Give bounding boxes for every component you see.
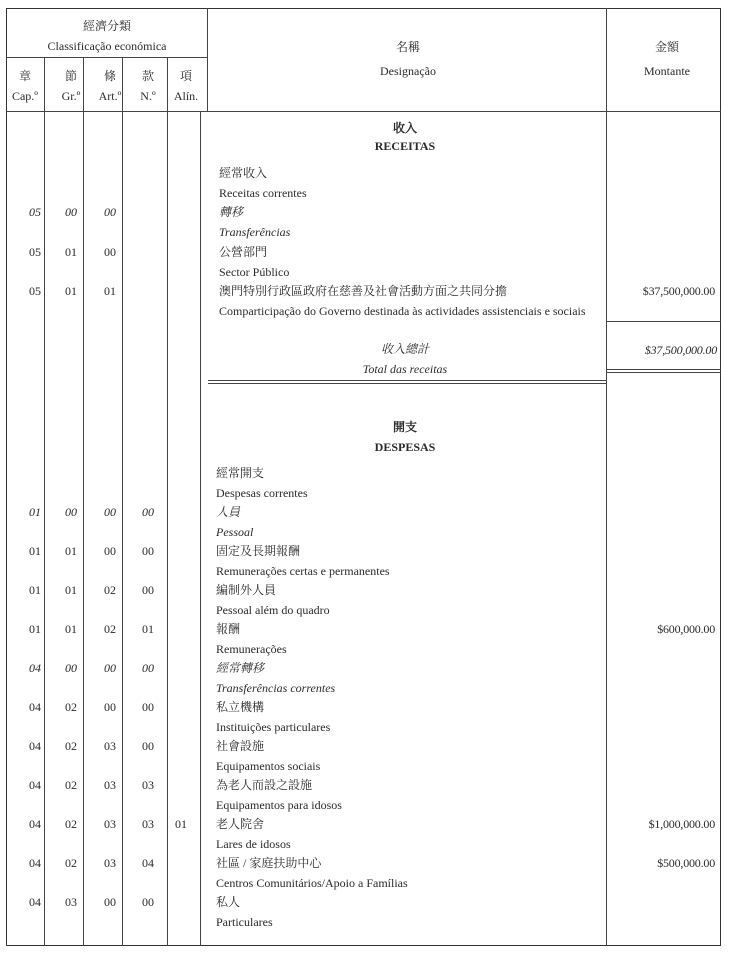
row-label: 轉移 [219, 205, 244, 220]
col-header-cap-pt: Cap.º [11, 89, 39, 103]
code-n: 04 [142, 856, 154, 870]
code-cap: 04 [29, 739, 41, 753]
code-n: 00 [142, 583, 154, 597]
code-art: 01 [104, 284, 116, 299]
code-gr: 02 [65, 700, 77, 714]
col-header-art-pt: Art.º [98, 89, 122, 103]
header-divider [6, 111, 721, 112]
code-gr: 01 [65, 622, 77, 636]
code-n: 03 [142, 817, 154, 831]
code-cap: 05 [29, 244, 41, 259]
row-label: Remunerações [216, 641, 287, 656]
row-label: Transferências [219, 225, 291, 240]
code-cap: 01 [29, 505, 41, 519]
row-label: 社區 / 家庭扶助中心 [216, 856, 322, 870]
row-label: Equipamentos para idosos [216, 797, 342, 812]
col-header-n-pt: N.º [140, 89, 156, 103]
code-art: 02 [104, 622, 116, 636]
receitas-total-zh: 收入總計 [380, 342, 430, 356]
amount-header-zh: 金額 [654, 40, 680, 54]
code-gr: 02 [65, 817, 77, 831]
code-n: 00 [142, 505, 154, 519]
code-cap: 04 [29, 817, 41, 831]
row-amount: $37,500,000.00 [642, 284, 715, 299]
section-divider-1 [208, 380, 606, 381]
col-rule-cap [44, 57, 45, 946]
code-gr: 01 [65, 583, 77, 597]
row-label: Receitas correntes [219, 185, 307, 200]
receitas-title-zh: 收入 [392, 121, 418, 135]
row-label: Instituições particulares [216, 719, 331, 734]
col-header-gr-zh: 節 [64, 69, 78, 83]
code-n: 00 [142, 661, 154, 675]
amount-header-pt: Montante [644, 64, 690, 78]
code-gr: 02 [65, 739, 77, 753]
receitas-total-amount: $37,500,000.00 [644, 343, 717, 357]
code-cap: 01 [29, 622, 41, 636]
despesas-title-pt: DESPESAS [374, 440, 436, 454]
row-label: 經常收入 [219, 166, 268, 180]
header-divider-classification [6, 57, 208, 58]
code-cap: 05 [29, 284, 41, 299]
col-header-alin-pt: Alín. [173, 89, 199, 103]
code-cap: 01 [29, 583, 41, 597]
code-n: 01 [142, 622, 154, 636]
row-label: Pessoal [216, 524, 254, 539]
code-gr: 00 [65, 505, 77, 519]
code-gr: 02 [65, 856, 77, 870]
col-rule-gr [83, 57, 84, 946]
code-art: 03 [104, 739, 116, 753]
row-label: Transferências correntes [216, 680, 336, 695]
row-label: 報酬 [216, 622, 241, 636]
row-label: 老人院舍 [216, 817, 265, 831]
row-label: 固定及長期報酬 [216, 544, 301, 558]
total-double-rule-1 [606, 369, 721, 370]
code-n: 00 [142, 739, 154, 753]
row-label: Comparticipação do Governo destinada às actividades assistenciais e sociais [219, 303, 586, 318]
row-label: 經常開支 [216, 466, 265, 480]
receitas-total-pt: Total das receitas [362, 362, 448, 376]
code-art: 02 [104, 583, 116, 597]
col-rule-amount [606, 8, 607, 946]
section-divider-2 [208, 383, 606, 384]
code-cap: 05 [29, 205, 41, 220]
designation-header-zh: 名稱 [395, 40, 421, 54]
code-art: 00 [104, 700, 116, 714]
code-gr: 01 [65, 244, 77, 259]
col-rule-header-designation [207, 8, 208, 111]
code-cap: 04 [29, 661, 41, 675]
code-gr: 00 [65, 205, 77, 220]
code-art: 00 [104, 661, 116, 675]
row-label: Particulares [216, 914, 273, 929]
row-label: 澳門特別行政區政府在慈善及社會活動方面之共同分擔 [219, 284, 508, 299]
col-rule-designation [200, 111, 201, 946]
code-cap: 04 [29, 700, 41, 714]
code-gr: 00 [65, 661, 77, 675]
row-label: 經常轉移 [216, 661, 265, 675]
code-gr: 01 [65, 544, 77, 558]
code-art: 03 [104, 856, 116, 870]
code-gr: 01 [65, 284, 77, 299]
code-n: 00 [142, 895, 154, 909]
code-art: 00 [104, 244, 116, 259]
col-header-art-zh: 條 [103, 69, 117, 83]
designation-header-pt: Designação [380, 64, 436, 78]
row-label: Centros Comunitários/Apoio a Famílias [216, 875, 408, 890]
code-cap: 04 [29, 856, 41, 870]
receitas-title-pt: RECEITAS [374, 139, 436, 153]
row-label: 人員 [216, 505, 241, 519]
classification-header-pt: Classificação económica [47, 39, 167, 53]
code-art: 00 [104, 895, 116, 909]
code-gr: 02 [65, 778, 77, 792]
row-amount: $500,000.00 [657, 856, 715, 870]
code-n: 03 [142, 778, 154, 792]
row-label: Sector Público [219, 264, 290, 279]
budget-table [6, 8, 721, 946]
col-header-cap-zh: 章 [18, 69, 32, 83]
row-label: 私人 [216, 895, 241, 909]
row-label: 為老人而設之設施 [216, 778, 313, 792]
code-alin: 01 [175, 817, 187, 831]
classification-header-zh: 經濟分類 [82, 19, 132, 33]
row-label: Remunerações certas e permanentes [216, 563, 390, 578]
code-n: 00 [142, 544, 154, 558]
row-label: Despesas correntes [216, 485, 308, 500]
row-amount: $1,000,000.00 [648, 817, 715, 831]
code-art: 00 [104, 205, 116, 220]
code-art: 03 [104, 817, 116, 831]
row-label: Lares de idosos [216, 836, 291, 851]
code-cap: 04 [29, 778, 41, 792]
code-cap: 04 [29, 895, 41, 909]
code-n: 00 [142, 700, 154, 714]
row-label: 編制外人員 [216, 583, 277, 597]
total-double-rule-2 [606, 372, 721, 373]
despesas-title-zh: 開支 [392, 420, 418, 434]
col-header-n-zh: 款 [141, 69, 155, 83]
row-amount: $600,000.00 [657, 622, 715, 636]
col-rule-art [122, 57, 123, 946]
col-rule-n [167, 57, 168, 946]
row-label: Equipamentos sociais [216, 758, 321, 773]
row-label: 私立機構 [216, 700, 265, 714]
row-label: 公營部門 [219, 244, 268, 259]
code-cap: 01 [29, 544, 41, 558]
row-label: 社會設施 [216, 739, 265, 753]
code-gr: 03 [65, 895, 77, 909]
row-label: Pessoal além do quadro [216, 602, 330, 617]
col-header-gr-pt: Gr.º [61, 89, 81, 103]
code-art: 03 [104, 778, 116, 792]
col-header-alin-zh: 項 [179, 69, 193, 83]
code-art: 00 [104, 505, 116, 519]
code-art: 00 [104, 544, 116, 558]
total-top-rule [606, 321, 721, 322]
